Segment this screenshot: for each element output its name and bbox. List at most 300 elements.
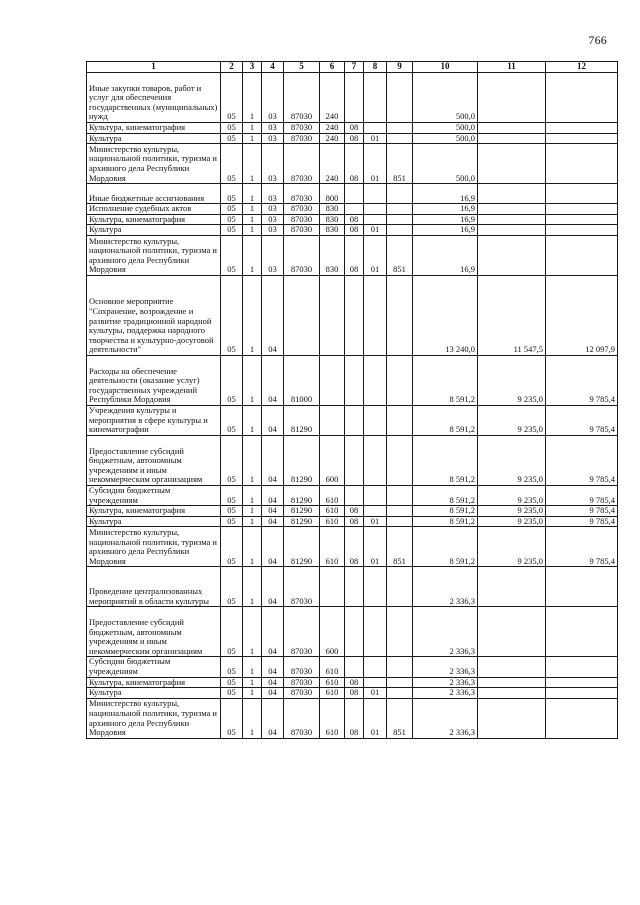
table-row [87,133,618,144]
cell-amount-11: 9 235,0 [478,527,546,567]
cell-code-2: 05 [221,607,243,657]
cell-code-3: 1 [243,607,262,657]
cell-code-4: 03 [262,204,284,215]
cell-code-4: 04 [262,567,284,607]
cell-row-name: Культура, кинематография [87,677,221,688]
column-header-3: 3 [243,62,262,73]
header-row [87,62,618,73]
cell-code-4: 03 [262,225,284,236]
cell-code-7: 08 [345,123,364,134]
cell-code-6: 610 [320,688,345,699]
cell-code-2: 05 [221,677,243,688]
cell-code-5: 87030 [284,123,320,134]
cell-code-3: 1 [243,133,262,144]
cell-code-3: 1 [243,214,262,225]
cell-code-5: 81000 [284,355,320,405]
cell-amount-11 [478,235,546,275]
cell-amount-11: 9 235,0 [478,355,546,405]
table-row [87,657,618,677]
cell-code-8 [364,485,387,505]
cell-code-8 [364,204,387,215]
cell-code-5: 87030 [284,235,320,275]
cell-code-2: 05 [221,123,243,134]
cell-code-6 [320,567,345,607]
cell-amount-11 [478,184,546,204]
cell-code-9 [387,688,413,699]
table-row [87,435,618,485]
cell-code-2: 05 [221,527,243,567]
cell-code-9: 851 [387,144,413,184]
cell-code-6: 830 [320,214,345,225]
cell-code-9 [387,355,413,405]
cell-code-7 [345,405,364,435]
table-row [87,275,618,355]
cell-amount-10: 500,0 [413,133,478,144]
cell-code-5: 87030 [284,144,320,184]
cell-code-2: 05 [221,405,243,435]
cell-amount-11 [478,133,546,144]
column-header-5: 5 [284,62,320,73]
budget-table [86,61,618,739]
column-header-6: 6 [320,62,345,73]
cell-code-5: 87030 [284,698,320,738]
cell-amount-12 [546,688,618,699]
cell-amount-10: 8 591,2 [413,405,478,435]
cell-code-9 [387,204,413,215]
cell-code-4: 03 [262,235,284,275]
cell-code-3: 1 [243,516,262,527]
cell-amount-12 [546,225,618,236]
cell-amount-12 [546,235,618,275]
cell-code-5: 87030 [284,607,320,657]
cell-amount-11 [478,677,546,688]
cell-row-name: Культура, кинематография [87,123,221,134]
cell-row-name: Министерство культуры, национальной политики, туризма и архивного дела Республики Мордовия [87,144,221,184]
cell-code-5: 87030 [284,184,320,204]
cell-code-9: 851 [387,527,413,567]
cell-code-6 [320,355,345,405]
cell-code-7: 08 [345,225,364,236]
cell-code-8: 01 [364,133,387,144]
cell-code-2: 05 [221,485,243,505]
cell-amount-11 [478,567,546,607]
column-header-10: 10 [413,62,478,73]
cell-amount-12 [546,204,618,215]
cell-code-9 [387,73,413,123]
cell-amount-10: 2 336,3 [413,567,478,607]
cell-amount-11 [478,225,546,236]
cell-code-2: 05 [221,567,243,607]
cell-code-8 [364,405,387,435]
cell-amount-10: 2 336,3 [413,677,478,688]
cell-amount-10: 8 591,2 [413,527,478,567]
cell-code-4: 03 [262,133,284,144]
cell-code-4: 03 [262,184,284,204]
cell-amount-11: 9 235,0 [478,405,546,435]
cell-code-9 [387,435,413,485]
cell-code-6: 240 [320,133,345,144]
cell-code-9 [387,133,413,144]
cell-row-name: Субсидии бюджетным учреждениям [87,657,221,677]
cell-row-name: Культура, кинематография [87,214,221,225]
column-header-1: 1 [87,62,221,73]
cell-code-7 [345,435,364,485]
cell-code-6: 830 [320,235,345,275]
cell-amount-12 [546,73,618,123]
cell-row-name: Предоставление субсидий бюджетным, автономным учреждениям и иным некоммерческим организациям [87,607,221,657]
cell-code-2: 05 [221,133,243,144]
cell-code-7 [345,275,364,355]
cell-code-2: 05 [221,225,243,236]
cell-code-9 [387,516,413,527]
column-header-4: 4 [262,62,284,73]
cell-code-9 [387,214,413,225]
table-row [87,527,618,567]
cell-amount-12 [546,677,618,688]
cell-amount-10: 16,9 [413,225,478,236]
cell-code-2: 05 [221,214,243,225]
cell-code-3: 1 [243,688,262,699]
cell-code-8 [364,657,387,677]
cell-amount-11 [478,123,546,134]
cell-amount-12: 9 785,4 [546,405,618,435]
cell-code-5: 81290 [284,435,320,485]
cell-code-3: 1 [243,355,262,405]
cell-code-8: 01 [364,527,387,567]
cell-code-4: 04 [262,527,284,567]
cell-amount-10: 8 591,2 [413,506,478,517]
cell-amount-10: 8 591,2 [413,485,478,505]
cell-amount-11 [478,688,546,699]
cell-code-6: 240 [320,123,345,134]
cell-amount-10: 8 591,2 [413,516,478,527]
cell-code-5: 87030 [284,657,320,677]
cell-code-7 [345,485,364,505]
cell-code-7 [345,657,364,677]
cell-code-4: 03 [262,214,284,225]
cell-code-2: 05 [221,355,243,405]
cell-amount-10: 500,0 [413,144,478,184]
cell-code-3: 1 [243,698,262,738]
cell-code-7: 08 [345,527,364,567]
table-header [87,62,618,73]
cell-code-9 [387,677,413,688]
cell-row-name: Министерство культуры, национальной политики, туризма и архивного дела Республики Мордовия [87,698,221,738]
cell-code-5: 87030 [284,73,320,123]
cell-code-7: 08 [345,698,364,738]
cell-code-6: 240 [320,73,345,123]
table-row [87,698,618,738]
cell-amount-12 [546,657,618,677]
column-header-11: 11 [478,62,546,73]
cell-code-8 [364,435,387,485]
cell-code-5: 87030 [284,225,320,236]
cell-code-4: 04 [262,355,284,405]
cell-row-name: Основное мероприятие "Сохранение, возрождение и развитие традиционной народной культуры, поддержка народного творчества и культурно-досуговой деятельности" [87,275,221,355]
cell-code-3: 1 [243,485,262,505]
table-row [87,204,618,215]
cell-amount-10: 16,9 [413,235,478,275]
column-header-7: 7 [345,62,364,73]
cell-code-7 [345,355,364,405]
cell-amount-12 [546,144,618,184]
cell-amount-11 [478,204,546,215]
cell-amount-12: 9 785,4 [546,485,618,505]
cell-amount-10: 500,0 [413,123,478,134]
cell-code-8 [364,506,387,517]
cell-code-8 [364,275,387,355]
cell-code-3: 1 [243,506,262,517]
cell-code-3: 1 [243,567,262,607]
cell-code-5: 81290 [284,506,320,517]
cell-code-8 [364,607,387,657]
cell-code-5: 81290 [284,405,320,435]
cell-row-name: Исполнение судебных актов [87,204,221,215]
cell-amount-11: 11 547,5 [478,275,546,355]
cell-amount-11 [478,214,546,225]
cell-code-9: 851 [387,698,413,738]
cell-code-5: 87030 [284,677,320,688]
table-row [87,144,618,184]
cell-row-name: Культура [87,225,221,236]
cell-code-3: 1 [243,184,262,204]
cell-code-2: 05 [221,204,243,215]
cell-amount-11 [478,607,546,657]
cell-amount-10: 2 336,3 [413,688,478,699]
cell-amount-10: 8 591,2 [413,435,478,485]
cell-code-6 [320,275,345,355]
table-row [87,607,618,657]
cell-code-6: 610 [320,516,345,527]
cell-amount-11: 9 235,0 [478,506,546,517]
cell-amount-12: 9 785,4 [546,506,618,517]
cell-code-4: 04 [262,657,284,677]
cell-code-6: 610 [320,698,345,738]
cell-code-5: 81290 [284,516,320,527]
cell-amount-12: 9 785,4 [546,435,618,485]
cell-code-3: 1 [243,275,262,355]
cell-code-8: 01 [364,688,387,699]
cell-code-2: 05 [221,73,243,123]
cell-code-4: 04 [262,485,284,505]
cell-amount-12: 9 785,4 [546,355,618,405]
cell-amount-11 [478,73,546,123]
cell-code-6: 830 [320,204,345,215]
cell-code-8: 01 [364,516,387,527]
cell-code-8: 01 [364,698,387,738]
cell-code-9 [387,567,413,607]
cell-code-8: 01 [364,144,387,184]
cell-code-7 [345,567,364,607]
table-row [87,688,618,699]
cell-amount-10: 500,0 [413,73,478,123]
cell-code-4: 03 [262,73,284,123]
cell-amount-11: 9 235,0 [478,516,546,527]
cell-amount-12: 9 785,4 [546,516,618,527]
cell-code-2: 05 [221,235,243,275]
column-header-12: 12 [546,62,618,73]
cell-row-name: Предоставление субсидий бюджетным, автономным учреждениям и иным некоммерческим организациям [87,435,221,485]
cell-code-3: 1 [243,225,262,236]
cell-amount-12 [546,214,618,225]
cell-code-7 [345,607,364,657]
cell-row-name: Иные закупки товаров, работ и услуг для обеспечения государственных (муниципальных) нужд [87,73,221,123]
column-header-2: 2 [221,62,243,73]
cell-amount-10: 8 591,2 [413,355,478,405]
cell-code-2: 05 [221,657,243,677]
cell-code-4: 04 [262,506,284,517]
cell-code-4: 04 [262,516,284,527]
cell-code-3: 1 [243,144,262,184]
cell-amount-11 [478,657,546,677]
cell-code-3: 1 [243,527,262,567]
table-row [87,677,618,688]
cell-code-8: 01 [364,225,387,236]
cell-code-4: 04 [262,275,284,355]
table-row [87,516,618,527]
cell-code-2: 05 [221,506,243,517]
cell-code-8 [364,123,387,134]
cell-code-9 [387,123,413,134]
cell-code-7: 08 [345,144,364,184]
cell-code-5: 87030 [284,133,320,144]
cell-code-4: 04 [262,435,284,485]
cell-amount-12 [546,184,618,204]
cell-code-9 [387,405,413,435]
cell-code-9 [387,485,413,505]
cell-code-5: 87030 [284,204,320,215]
cell-code-2: 05 [221,275,243,355]
cell-amount-11 [478,698,546,738]
cell-code-7 [345,73,364,123]
cell-code-6: 600 [320,435,345,485]
cell-code-3: 1 [243,435,262,485]
cell-code-3: 1 [243,405,262,435]
cell-row-name: Культура [87,688,221,699]
cell-code-3: 1 [243,657,262,677]
cell-row-name: Проведение централизованных мероприятий в области культуры [87,567,221,607]
cell-code-7: 08 [345,506,364,517]
cell-code-7 [345,184,364,204]
cell-code-7: 08 [345,133,364,144]
cell-code-8 [364,184,387,204]
cell-code-4: 04 [262,405,284,435]
cell-code-8 [364,567,387,607]
cell-code-9 [387,275,413,355]
cell-amount-11: 9 235,0 [478,435,546,485]
table-row [87,405,618,435]
cell-code-2: 05 [221,698,243,738]
table-row [87,485,618,505]
cell-code-6: 600 [320,607,345,657]
cell-code-6: 610 [320,527,345,567]
cell-amount-10: 16,9 [413,204,478,215]
cell-amount-12: 9 785,4 [546,527,618,567]
cell-code-9 [387,607,413,657]
cell-amount-10: 16,9 [413,214,478,225]
cell-code-2: 05 [221,184,243,204]
cell-row-name: Культура [87,516,221,527]
cell-code-6: 800 [320,184,345,204]
cell-code-4: 04 [262,688,284,699]
cell-code-8 [364,214,387,225]
cell-code-5 [284,275,320,355]
cell-code-7 [345,204,364,215]
cell-amount-10: 2 336,3 [413,657,478,677]
cell-code-7: 08 [345,688,364,699]
cell-amount-12 [546,567,618,607]
cell-row-name: Культура [87,133,221,144]
cell-amount-12 [546,123,618,134]
cell-code-5: 81290 [284,485,320,505]
cell-code-7: 08 [345,235,364,275]
table-row [87,506,618,517]
cell-row-name: Министерство культуры, национальной политики, туризма и архивного дела Республики Мордовия [87,235,221,275]
cell-code-8 [364,355,387,405]
cell-code-5: 87030 [284,567,320,607]
cell-amount-12: 12 097,9 [546,275,618,355]
cell-code-3: 1 [243,204,262,215]
column-header-9: 9 [387,62,413,73]
cell-code-4: 03 [262,123,284,134]
cell-code-3: 1 [243,73,262,123]
cell-code-7: 08 [345,677,364,688]
cell-code-2: 05 [221,144,243,184]
cell-code-3: 1 [243,235,262,275]
cell-row-name: Иные бюджетные ассигнования [87,184,221,204]
cell-row-name: Субсидии бюджетным учреждениям [87,485,221,505]
cell-amount-10: 2 336,3 [413,698,478,738]
cell-row-name: Министерство культуры, национальной политики, туризма и архивного дела Республики Мордовия [87,527,221,567]
cell-code-9 [387,225,413,236]
cell-code-9 [387,657,413,677]
cell-code-4: 03 [262,144,284,184]
cell-row-name: Культура, кинематография [87,506,221,517]
cell-code-3: 1 [243,123,262,134]
cell-code-4: 04 [262,607,284,657]
cell-code-8: 01 [364,235,387,275]
cell-code-6: 610 [320,677,345,688]
cell-amount-12 [546,607,618,657]
cell-code-4: 04 [262,677,284,688]
table-row [87,123,618,134]
cell-code-6: 610 [320,657,345,677]
table-row [87,214,618,225]
cell-code-6: 830 [320,225,345,236]
cell-amount-11 [478,144,546,184]
cell-code-6: 240 [320,144,345,184]
cell-code-6: 610 [320,485,345,505]
cell-code-6 [320,405,345,435]
cell-code-7: 08 [345,214,364,225]
cell-amount-11: 9 235,0 [478,485,546,505]
cell-amount-10: 13 240,0 [413,275,478,355]
cell-code-5: 87030 [284,214,320,225]
table-row [87,567,618,607]
cell-code-2: 05 [221,688,243,699]
page-number: 766 [588,33,607,47]
cell-row-name: Учреждения культуры и мероприятия в сфере культуры и кинематографии [87,405,221,435]
cell-code-8 [364,73,387,123]
cell-code-5: 87030 [284,688,320,699]
cell-amount-10: 2 336,3 [413,607,478,657]
cell-code-3: 1 [243,677,262,688]
table-row [87,355,618,405]
cell-code-7: 08 [345,516,364,527]
cell-code-9: 851 [387,235,413,275]
cell-code-6: 610 [320,506,345,517]
table-row [87,184,618,204]
